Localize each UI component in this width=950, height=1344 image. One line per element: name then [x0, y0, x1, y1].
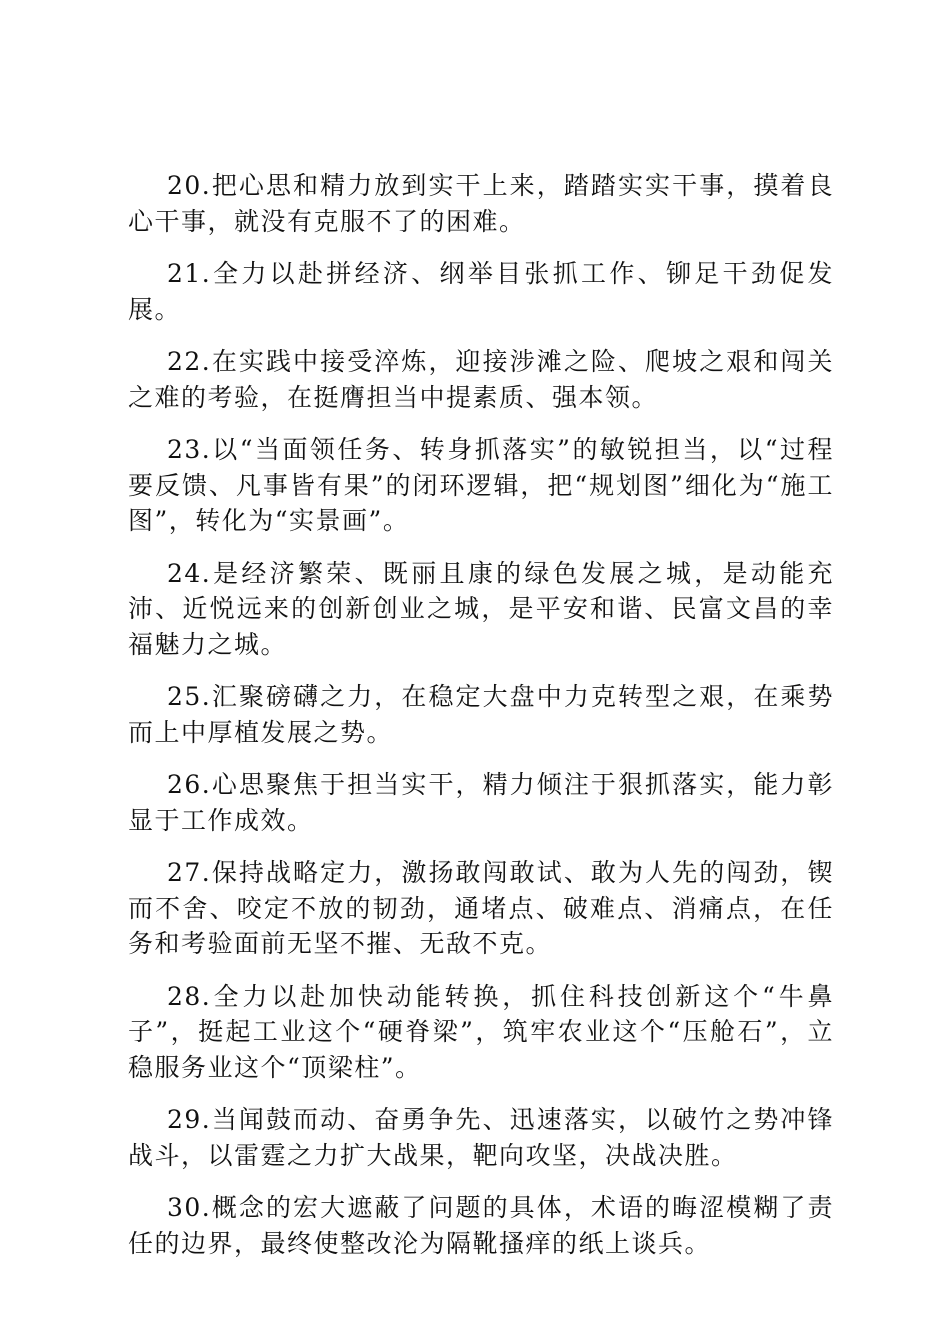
- paragraph-25: 25.汇聚磅礴之力，在稳定大盘中力克转型之艰，在乘势而上中厚植发展之势。: [128, 682, 834, 747]
- paragraph-20: 20.把心思和精力放到实干上来，踏踏实实干事，摸着良心干事，就没有克服不了的困难。: [128, 171, 834, 236]
- paragraph-24: 24.是经济繁荣、既丽且康的绿色发展之城，是动能充沛、近悦远来的创新创业之城，是平安和谐、民富文昌的幸福魅力之城。: [128, 558, 834, 659]
- paragraph-30: 30.概念的宏大遮蔽了问题的具体，术语的晦涩模糊了责任的边界，最终使整改沦为隔靴搔痒的纸上谈兵。: [128, 1193, 834, 1258]
- document-page: [128, 168, 834, 1278]
- paragraph-22: 22.在实践中接受淬炼，迎接涉滩之险、爬坡之艰和闯关之难的考验，在挺膺担当中提素质、强本领。: [128, 347, 834, 412]
- paragraph-21: 21.全力以赴拼经济、纲举目张抓工作、铆足干劲促发展。: [128, 259, 834, 324]
- paragraph-29: 29.当闻鼓而动、奋勇争先、迅速落实，以破竹之势冲锋战斗，以雷霆之力扩大战果，靶向攻坚，决战决胜。: [128, 1105, 834, 1170]
- paragraph-23: 23.以“当面领任务、转身抓落实”的敏锐担当，以“过程要反馈、凡事皆有果”的闭环逻辑，把“规划图”细化为“施工图”，转化为“实景画”。: [128, 435, 834, 535]
- paragraph-26: 26.心思聚焦于担当实干，精力倾注于狠抓落实，能力彰显于工作成效。: [128, 770, 834, 835]
- paragraph-28: 28.全力以赴加快动能转换，抓住科技创新这个“牛鼻子”，挺起工业这个“硬脊梁”，筑牢农业这个“压舱石”，立稳服务业这个“顶梁柱”。: [128, 981, 834, 1082]
- paragraph-27: 27.保持战略定力，激扬敢闯敢试、敢为人先的闯劲，锲而不舍、咬定不放的韧劲，通堵点、破难点、消痛点，在任务和考验面前无坚不摧、无敌不克。: [128, 858, 834, 958]
